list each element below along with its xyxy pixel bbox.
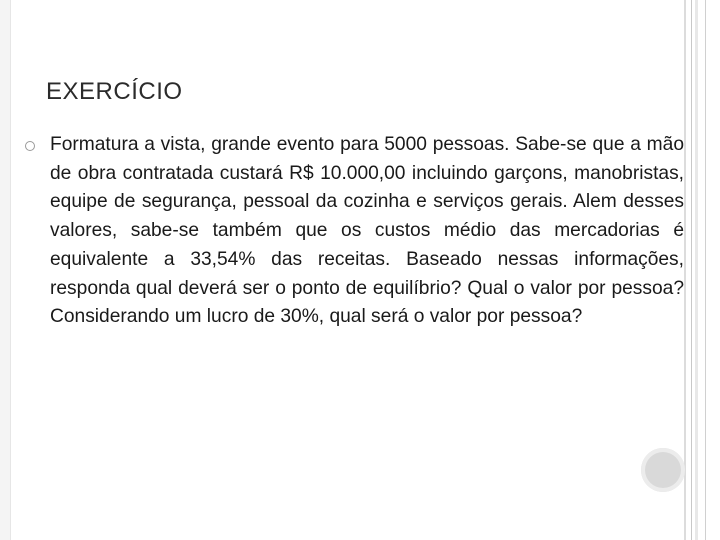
right-border-band — [680, 0, 720, 540]
bullet-icon — [25, 141, 35, 151]
slide-title: EXERCÍCIO — [46, 78, 183, 105]
right-border-line — [684, 0, 686, 540]
right-border-line — [691, 0, 692, 540]
left-border-line — [10, 0, 11, 540]
exercise-text: Formatura a vista, grande evento para 5000 pessoas. Sabe-se que a mão de obra contratada custará R$ 10.000,00 incluindo garçons, manobristas, equipe de segurança, pessoal da cozinha e serviços gerais. Alem desses valores, sabe-se também que os custos médio das mercadorias é equivalente a 33,54% das receitas. Baseado nessas informações, responda qual deverá ser o ponto de equilíbrio? Qual o valor por pessoa? Considerando um lucro de 30%, qual será o valor por pessoa? — [50, 134, 684, 328]
left-border-band — [0, 0, 10, 540]
right-border-line — [705, 0, 706, 540]
decorative-circle-icon — [641, 448, 685, 492]
right-border-line — [695, 0, 698, 540]
